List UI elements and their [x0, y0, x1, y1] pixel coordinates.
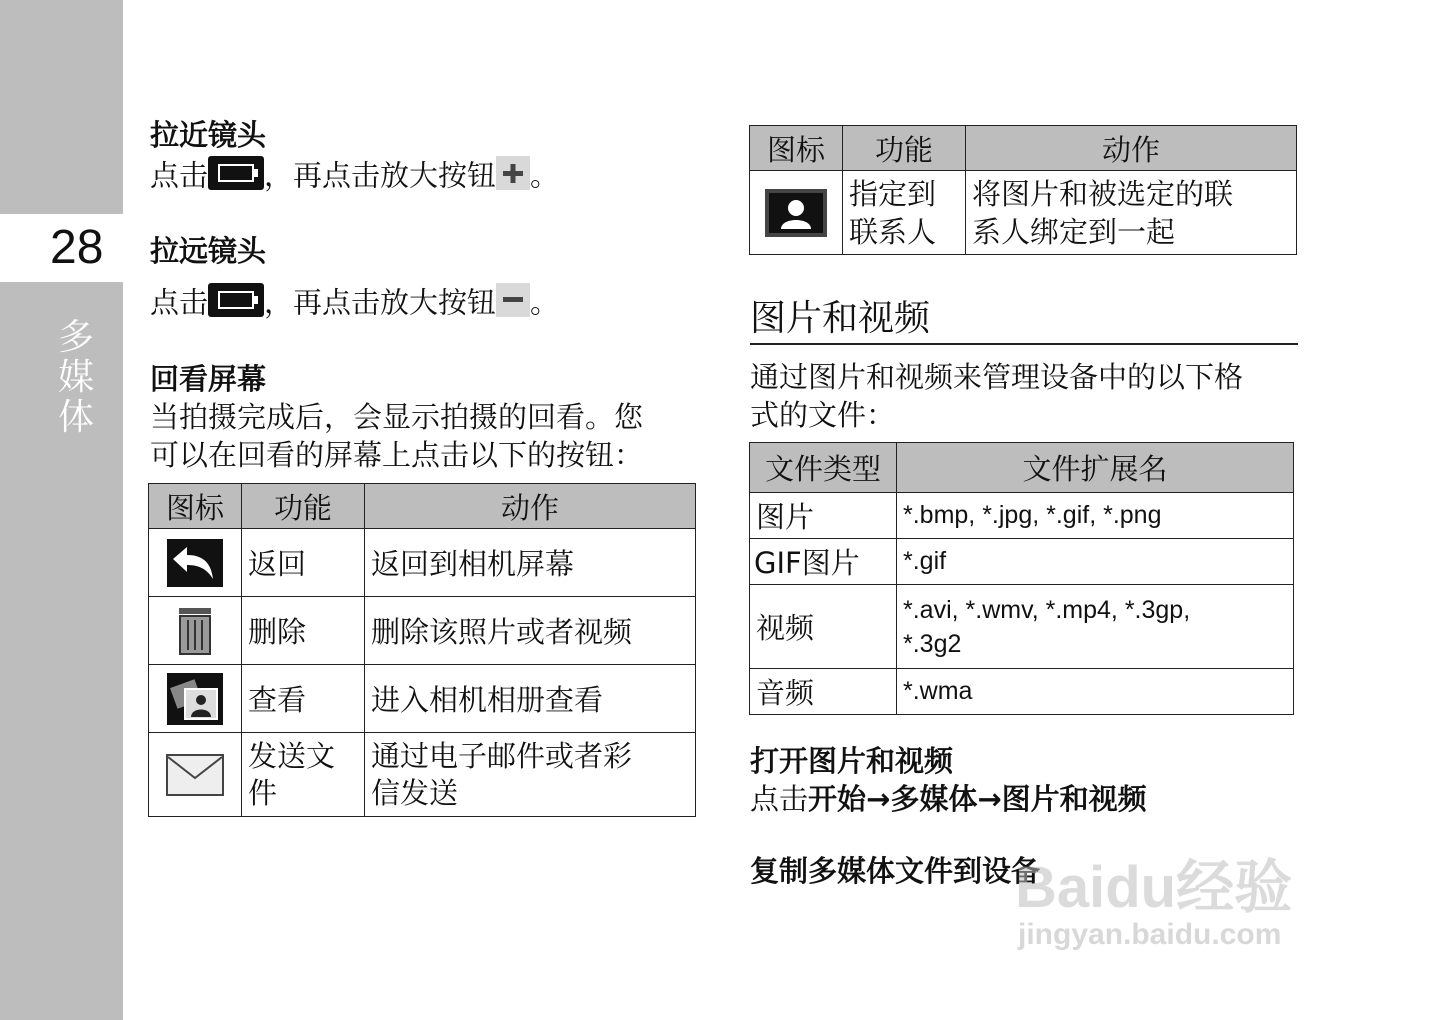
function-line1: 发送文 — [248, 738, 336, 773]
plus-icon — [496, 156, 530, 199]
function-cell: 返回 — [242, 529, 365, 597]
function-line2: 件 — [248, 775, 278, 810]
review-text-line1: 当拍摄完成后，会显示拍摄的回看。您 — [150, 400, 644, 434]
function-cell — [843, 171, 966, 255]
camera-mode-icon — [208, 156, 264, 199]
icon-cell — [149, 529, 242, 597]
zoom-out-text — [150, 283, 559, 326]
intro-line1: 通过图片和视频来管理设备中的以下格 — [750, 360, 1244, 394]
table-row — [750, 669, 1294, 715]
action-line1: 将图片和被选定的联 — [972, 176, 1234, 211]
function-cell: 删除 — [242, 597, 365, 665]
zoom-out-heading: 拉远镜头 — [150, 234, 267, 268]
contact-table — [749, 125, 1297, 255]
col-header-action: 动作 — [966, 126, 1297, 171]
action-line2: 系人绑定到一起 — [972, 214, 1176, 249]
table-row — [149, 529, 696, 597]
col-header-type: 文件类型 — [750, 443, 897, 493]
col-header-icon: 图标 — [149, 484, 242, 529]
file-types-table — [749, 442, 1294, 715]
zoom-in-text-c: 。 — [530, 158, 560, 193]
table-header-row — [750, 443, 1294, 493]
action-cell: 进入相机相册查看 — [365, 665, 696, 733]
col-header-function: 功能 — [242, 484, 365, 529]
camera-mode-icon — [208, 283, 264, 326]
open-path: 开始→多媒体→图片和视频 — [808, 782, 1147, 816]
type-cell — [750, 539, 897, 585]
icon-cell — [149, 733, 242, 817]
type-cell: 音频 — [750, 669, 897, 715]
table-row — [750, 493, 1294, 539]
zoom-in-text-b: ，再点击放大按钮 — [264, 158, 497, 193]
action-line1: 通过电子邮件或者彩 — [371, 738, 633, 773]
zoom-out-text-a: 点击 — [150, 285, 209, 320]
table-row — [149, 665, 696, 733]
section-side-title: 多媒体 — [58, 317, 95, 438]
album-icon — [155, 673, 235, 725]
open-heading: 打开图片和视频 — [750, 744, 954, 778]
sidebar-band — [0, 0, 123, 1020]
col-header-extension: 文件扩展名 — [897, 443, 1294, 493]
watermark-url: jingyan.baidu.com — [1018, 918, 1282, 951]
col-header-action: 动作 — [365, 484, 696, 529]
action-cell: 返回到相机屏幕 — [365, 529, 696, 597]
intro-line2: 式的文件： — [750, 398, 896, 432]
page-number: 28 — [50, 221, 104, 274]
function-line1: 指定到 — [849, 176, 937, 211]
col-header-function: 功能 — [843, 126, 966, 171]
zoom-out-text-b: ，再点击放大按钮 — [264, 285, 497, 320]
zoom-in-text — [150, 156, 559, 199]
minus-icon — [496, 283, 530, 326]
extension-line1: *.avi, *.wmv, *.mp4, *.3gp, — [903, 595, 1191, 624]
type-cell: 图片 — [750, 493, 897, 539]
table-row — [750, 539, 1294, 585]
extension-cell: *.bmp, *.jpg, *.gif, *.png — [897, 493, 1294, 539]
table-row — [750, 585, 1294, 669]
action-cell: 删除该照片或者视频 — [365, 597, 696, 665]
col-header-icon: 图标 — [750, 126, 843, 171]
icon-cell — [750, 171, 843, 255]
zoom-in-heading: 拉近镜头 — [150, 118, 267, 152]
icon-cell — [149, 597, 242, 665]
zoom-in-text-a: 点击 — [150, 158, 209, 193]
table-header-row — [149, 484, 696, 529]
review-buttons-table — [148, 483, 696, 817]
action-line2: 信发送 — [371, 775, 459, 810]
copy-heading: 复制多媒体文件到设备 — [750, 854, 1041, 888]
type-text: GIF图片 — [754, 546, 860, 580]
table-header-row — [750, 126, 1297, 171]
action-cell — [966, 171, 1297, 255]
watermark-logo: Baidu经验 — [1015, 855, 1293, 920]
review-heading: 回看屏幕 — [150, 362, 267, 396]
icon-cell — [149, 665, 242, 733]
open-instructions — [750, 780, 1147, 818]
review-text-line2: 可以在回看的屏幕上点击以下的按钮： — [150, 438, 644, 472]
action-cell — [365, 733, 696, 817]
table-row — [149, 733, 696, 817]
function-cell — [242, 733, 365, 817]
back-arrow-icon — [155, 539, 235, 587]
extension-line2: *.3g2 — [903, 629, 962, 658]
envelope-icon — [155, 754, 235, 796]
function-cell: 查看 — [242, 665, 365, 733]
extension-cell: *.gif — [897, 539, 1294, 585]
function-line2: 联系人 — [849, 214, 937, 249]
contact-icon — [756, 189, 836, 237]
table-row — [750, 171, 1297, 255]
extension-cell — [897, 585, 1294, 669]
type-cell: 视频 — [750, 585, 897, 669]
trash-icon — [155, 606, 235, 656]
open-text-a: 点击 — [750, 782, 809, 816]
section-heading: 图片和视频 — [750, 290, 1298, 345]
zoom-out-text-c: 。 — [530, 285, 560, 320]
extension-cell: *.wma — [897, 669, 1294, 715]
table-row — [149, 597, 696, 665]
